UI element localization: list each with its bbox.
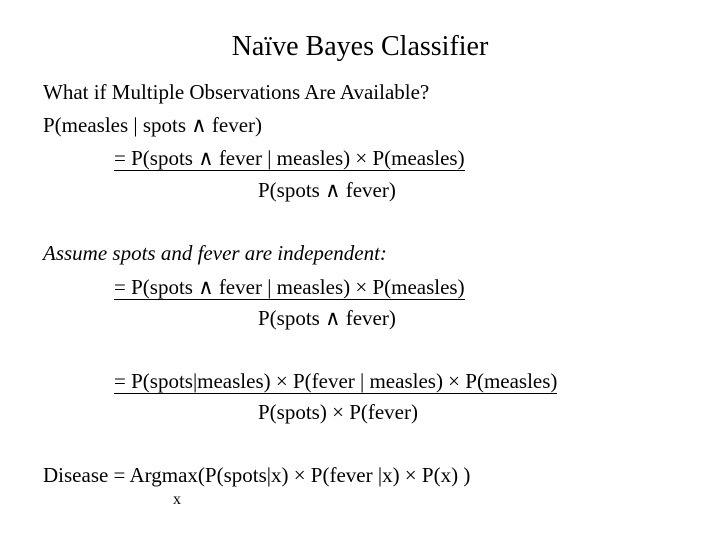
equation-2-numerator: = P(spots ∧ fever | measles) × P(measles): [114, 275, 465, 299]
posterior-expression: P(measles | spots ∧ fever): [43, 113, 263, 137]
equation-1-numerator: = P(spots ∧ fever | measles) × P(measles): [114, 146, 465, 170]
equation-3-numerator: = P(spots|measles) × P(fever | measles) × P(measles): [114, 369, 558, 393]
equation-1-denominator: P(spots ∧ fever): [258, 178, 396, 202]
equation-3-denominator: P(spots) × P(fever): [258, 400, 418, 424]
decision-rule: Disease = Argmax(P(spots|x) × P(fever |x) × P(x) ): [43, 463, 471, 487]
slide-title: Naïve Bayes Classifier: [231, 31, 489, 62]
question-text: What if Multiple Observations Are Available?: [43, 80, 430, 104]
argmax-subscript: x: [173, 491, 181, 508]
equation-2-denominator: P(spots ∧ fever): [258, 306, 396, 330]
independence-assumption: Assume spots and fever are independent:: [43, 241, 387, 265]
